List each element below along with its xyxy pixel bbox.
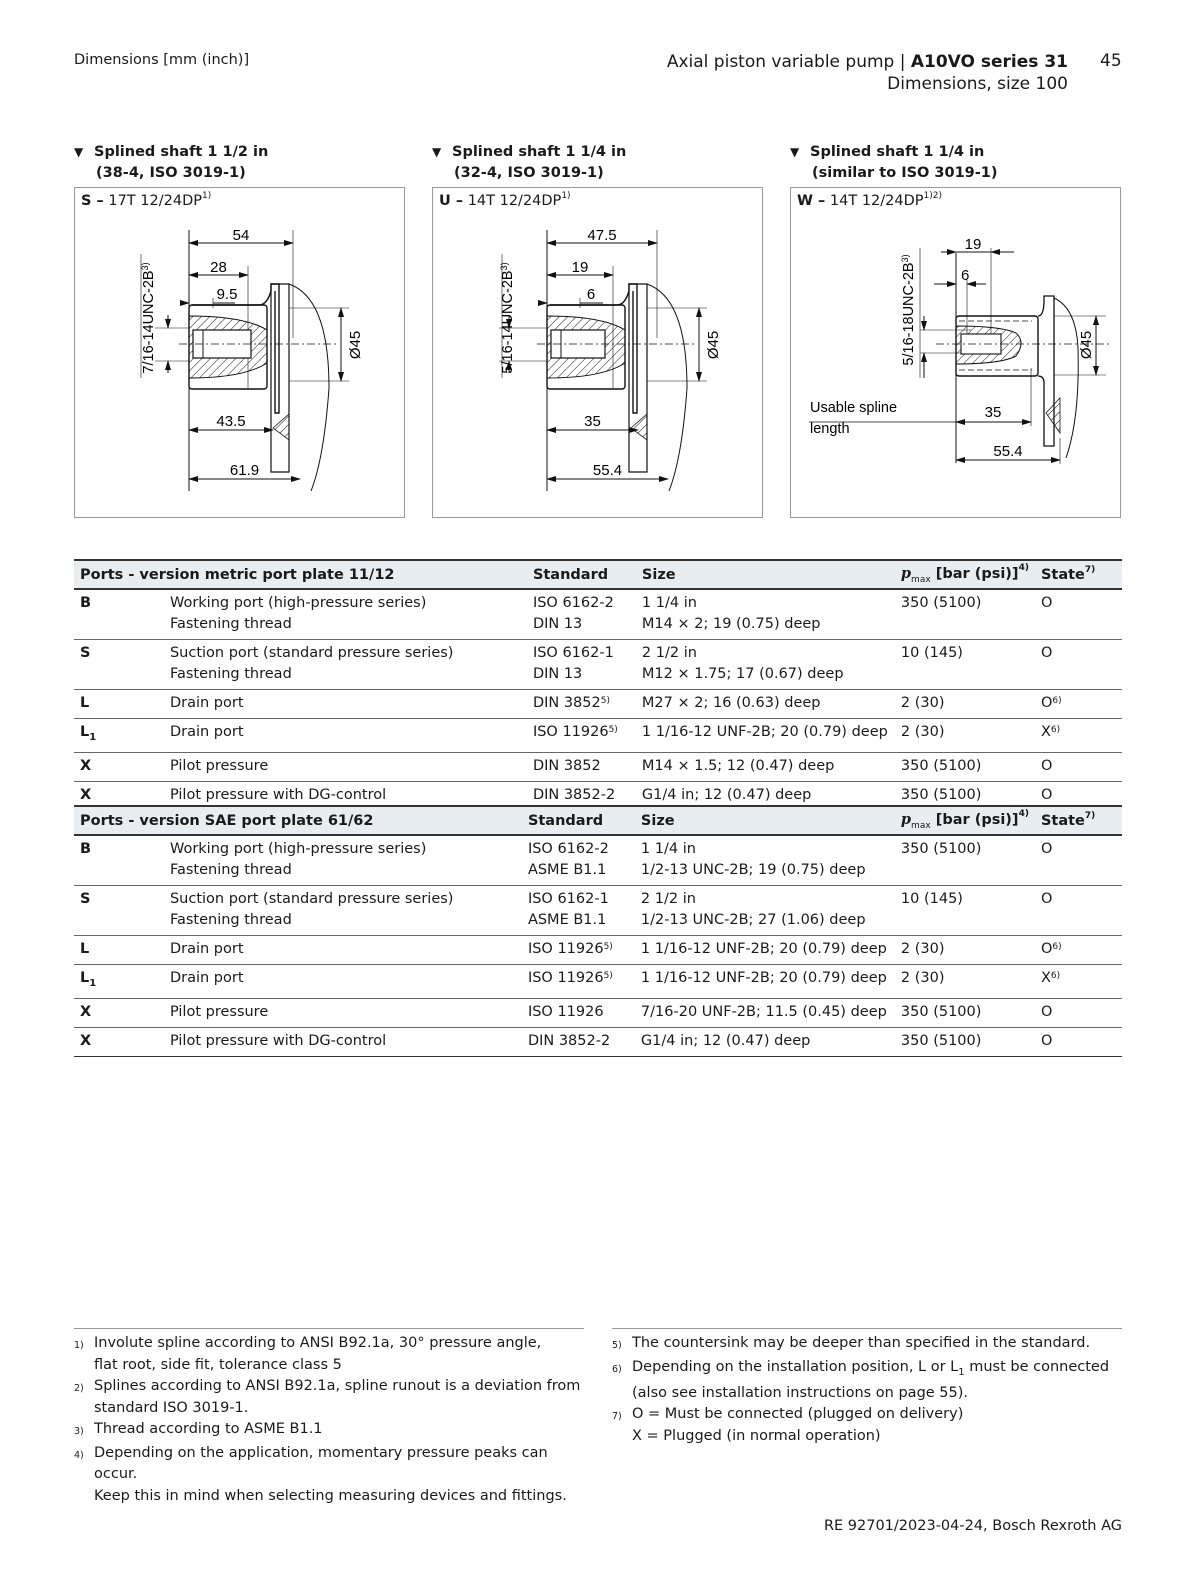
dim-spline-length: 35 (984, 404, 1002, 421)
shaft-title-line2: (38-4, ISO 3019-1) (96, 165, 246, 181)
dim-chamfer: 9.5 (216, 286, 238, 303)
port-pmax: 350 (5100) (895, 781, 1035, 810)
port-pmax: 2 (30) (895, 965, 1035, 999)
col-size: Size (635, 806, 895, 835)
port-size: 1 1/16-12 UNF-2B; 20 (0.79) deep (636, 719, 895, 753)
footnote-number: 7) (612, 1411, 622, 1423)
table-row (74, 886, 1122, 936)
table-row (74, 640, 1122, 690)
port-id: B (74, 589, 164, 640)
thread-spec: $7/16-14UNC-2B^{3)}$ (140, 262, 157, 374)
port-standard: ISO 6162-1 ASME B1.1 (522, 886, 635, 936)
port-description: Working port (high-pressure series) Fastening thread (164, 589, 527, 640)
footnote-ref: 1) (561, 191, 571, 201)
port-size: 2 1/2 in 1/2-13 UNC-2B; 27 (1.06) deep (635, 886, 895, 936)
table-row (74, 936, 1122, 965)
thread-spec: $5/16-18UNC-2B^{3)}$ (900, 254, 917, 366)
port-standard: ISO 6162-1 DIN 13 (527, 640, 636, 690)
shaft-code: U – (439, 193, 464, 209)
document-subtitle: Dimensions, size 100 (887, 74, 1068, 94)
port-standard: ISO 11926 (522, 998, 635, 1027)
port-size: M14 × 1.5; 12 (0.47) deep (636, 752, 895, 781)
shaft-title-line1: Splined shaft 1 1/4 in (452, 144, 627, 160)
port-state: $O^{6)}$ (1035, 690, 1122, 719)
dim-total-length: 54 (232, 227, 250, 244)
port-size: M27 × 2; 16 (0.63) deep (636, 690, 895, 719)
dim-thread-depth: 28 (210, 259, 227, 276)
shaft-spec: 17T 12/24DP (108, 193, 202, 209)
dim-diameter: Ø45 (347, 330, 364, 360)
triangle-bullet-icon: ▼ (74, 145, 84, 159)
shaft-spec: 14T 12/24DP (467, 193, 562, 209)
shaft-code: W – (797, 193, 826, 209)
table-header-row (74, 560, 1122, 589)
port-id: X (74, 1027, 164, 1056)
footnote-number: 1) (74, 1340, 84, 1351)
shaft-panel (790, 187, 1121, 518)
shaft-panel (74, 187, 405, 518)
port-state: O (1035, 752, 1122, 781)
port-size: 1 1/4 in 1/2-13 UNC-2B; 19 (0.75) deep (635, 835, 895, 886)
port-size: G1/4 in; 12 (0.47) deep (636, 781, 895, 810)
footnote-text: Depending on the installation position, L or $L_1$ must be connected (also see installation instructions on page 55). (632, 1358, 1110, 1401)
metric-ports-table (74, 559, 1122, 811)
table-row (74, 1027, 1122, 1056)
shaft-title-line1: Splined shaft 1 1/4 in (810, 144, 985, 160)
shaft-code: S – (81, 193, 104, 209)
port-pmax: 350 (5100) (895, 589, 1035, 640)
footnotes-left (74, 1328, 584, 1507)
footnote-text: Thread according to ASME B1.1 (94, 1421, 323, 1437)
shaft-code-label (797, 193, 942, 209)
port-description: Drain port (164, 719, 527, 753)
port-size: 7/16-20 UNF-2B; 11.5 (0.45) deep (635, 998, 895, 1027)
table-row (74, 589, 1122, 640)
port-standard: ISO 11926$^{5)}$ (522, 936, 635, 965)
dim-diameter: Ø45 (1078, 330, 1095, 360)
table-row (74, 965, 1122, 999)
dim-diameter: Ø45 (705, 330, 722, 360)
shaft-code-label (81, 193, 211, 209)
port-description: Pilot pressure (164, 752, 527, 781)
port-state: O (1035, 886, 1122, 936)
footnote (612, 1357, 1122, 1405)
port-pmax: 350 (5100) (895, 752, 1035, 781)
triangle-bullet-icon: ▼ (790, 145, 800, 159)
table-title: Ports - version SAE port plate 61/62 (74, 806, 522, 835)
table-row (74, 752, 1122, 781)
port-size: 2 1/2 in M12 × 1.75; 17 (0.67) deep (636, 640, 895, 690)
port-standard: DIN 3852$^{5)}$ (527, 690, 636, 719)
footnote (74, 1419, 584, 1443)
port-id: B (74, 835, 164, 886)
port-id: S (74, 886, 164, 936)
table-row (74, 835, 1122, 886)
footnote (612, 1333, 1122, 1357)
table-header-row (74, 806, 1122, 835)
port-standard: ISO 11926$^{5)}$ (522, 965, 635, 999)
port-description: Drain port (164, 690, 527, 719)
footnote (74, 1333, 584, 1376)
footnote (74, 1443, 584, 1508)
port-pmax: 10 (145) (895, 886, 1035, 936)
footnotes-right (612, 1328, 1122, 1447)
port-id: X (74, 752, 164, 781)
document-footer: RE 92701/2023-04-24, Bosch Rexroth AG (823, 1518, 1122, 1534)
port-pmax: 2 (30) (895, 690, 1035, 719)
shaft-title (74, 142, 268, 184)
dim-chamfer: 6 (586, 286, 596, 303)
document-title (667, 51, 1068, 95)
port-size: 1 1/4 in M14 × 2; 19 (0.75) deep (636, 589, 895, 640)
shaft-title (432, 142, 626, 184)
port-standard: ISO 6162-2 DIN 13 (527, 589, 636, 640)
port-pmax: 350 (5100) (895, 1027, 1035, 1056)
port-description: Pilot pressure (164, 998, 522, 1027)
dim-total-length: 47.5 (587, 227, 617, 244)
footnote-ref: 1)2) (923, 191, 943, 201)
shaft-drawing (75, 188, 406, 519)
port-id: X (74, 998, 164, 1027)
dim-chamfer: 6 (961, 267, 970, 284)
dim-overall-length: 55.4 (993, 443, 1023, 460)
port-description: Pilot pressure with DG-control (164, 1027, 522, 1056)
usable-spline-label: Usable spline (810, 400, 898, 416)
footnote-number: 4) (74, 1449, 84, 1461)
footnote-text: Depending on the application, momentary pressure peaks can occur. Keep this in mind when selecting measuring devices and fittings. (94, 1444, 567, 1504)
footnote-text: Splines according to ANSI B92.1a, spline runout is a deviation from standard ISO 3019-1. (94, 1378, 581, 1416)
footnote-text: O = Must be connected (plugged on delivery) X = Plugged (in normal operation) (632, 1406, 964, 1444)
usable-spline-label-2: length (810, 421, 850, 437)
port-pmax: 10 (145) (895, 640, 1035, 690)
thread-spec: $5/16-14UNC-2B^{3)}$ (499, 262, 516, 374)
port-id: $L_1$ (74, 965, 164, 999)
port-state: $X^{6)}$ (1035, 719, 1122, 753)
col-standard: Standard (527, 560, 636, 589)
port-state: $X^{6)}$ (1035, 965, 1122, 999)
dim-thread-depth: 19 (964, 236, 982, 253)
port-id: S (74, 640, 164, 690)
port-description: Drain port (164, 936, 522, 965)
port-pmax: 2 (30) (895, 936, 1035, 965)
dim-spline-length: 35 (584, 413, 601, 430)
port-state: O (1035, 998, 1122, 1027)
footnote (74, 1376, 584, 1419)
triangle-bullet-icon: ▼ (432, 145, 442, 159)
page-number: 45 (1100, 51, 1122, 71)
port-size: G1/4 in; 12 (0.47) deep (635, 1027, 895, 1056)
port-pmax: 350 (5100) (895, 835, 1035, 886)
shaft-drawing (433, 188, 764, 519)
port-description: Pilot pressure with DG-control (164, 781, 527, 810)
port-state: O (1035, 835, 1122, 886)
port-standard: ISO 11926$^{5)}$ (527, 719, 636, 753)
port-description: Working port (high-pressure series) Fastening thread (164, 835, 522, 886)
shaft-title (790, 142, 998, 184)
port-pmax: 2 (30) (895, 719, 1035, 753)
sae-ports-table (74, 805, 1122, 1057)
port-id: X (74, 781, 164, 810)
port-size: 1 1/16-12 UNF-2B; 20 (0.79) deep (635, 936, 895, 965)
shaft-spec: 14T 12/24DP (829, 193, 924, 209)
footnote (612, 1404, 1122, 1447)
table-row (74, 719, 1122, 753)
dim-overall-length: 55.4 (592, 462, 623, 479)
title-product: A10VO series 31 (910, 52, 1068, 72)
col-pmax: $p_{max}$ [bar (psi)]$^{4)}$ (895, 806, 1035, 835)
shaft-panel (432, 187, 763, 518)
footnote-text: Involute spline according to ANSI B92.1a, 30° pressure angle, flat root, side fit, tolerance class 5 (94, 1335, 542, 1373)
port-id: $L_1$ (74, 719, 164, 753)
col-size: Size (636, 560, 895, 589)
footnote-number: 6) (612, 1363, 622, 1375)
col-state: State$^{7)}$ (1035, 806, 1122, 835)
table-title: Ports - version metric port plate 11/12 (74, 560, 527, 589)
port-standard: DIN 3852-2 (527, 781, 636, 810)
footnote-ref: 1) (201, 191, 212, 201)
footnote-text: The countersink may be deeper than specified in the standard. (632, 1335, 1091, 1351)
dim-overall-length: 61.9 (229, 462, 260, 479)
shaft-title-line2: (similar to ISO 3019-1) (812, 165, 998, 181)
col-state: State$^{7)}$ (1035, 560, 1122, 589)
table-row (74, 998, 1122, 1027)
table-row (74, 690, 1122, 719)
dim-thread-depth: 19 (571, 259, 589, 276)
port-description: Suction port (standard pressure series) Fastening thread (164, 640, 527, 690)
dim-spline-length: 43.5 (216, 413, 246, 430)
port-description: Suction port (standard pressure series) Fastening thread (164, 886, 522, 936)
title-prefix: Axial piston variable pump | (666, 52, 911, 72)
col-standard: Standard (522, 806, 635, 835)
port-state: O (1035, 781, 1122, 810)
port-description: Drain port (164, 965, 522, 999)
col-pmax: $p_{max}$ [bar (psi)]$^{4)}$ (895, 560, 1035, 589)
shaft-title-line1: Splined shaft 1 1/2 in (94, 144, 269, 160)
footnote-number: 5) (612, 1340, 622, 1351)
port-state: $O^{6)}$ (1035, 936, 1122, 965)
footnote-number: 2) (74, 1383, 84, 1394)
shaft-drawing (791, 188, 1122, 519)
port-size: 1 1/16-12 UNF-2B; 20 (0.79) deep (635, 965, 895, 999)
shaft-code-label (439, 193, 571, 209)
section-label: Dimensions [mm (inch)] (74, 52, 250, 68)
footnote-number: 3) (74, 1426, 84, 1437)
port-id: L (74, 936, 164, 965)
port-standard: ISO 6162-2 ASME B1.1 (522, 835, 635, 886)
port-state: O (1035, 589, 1122, 640)
port-standard: DIN 3852-2 (522, 1027, 635, 1056)
port-state: O (1035, 640, 1122, 690)
port-id: L (74, 690, 164, 719)
shaft-title-line2: (32-4, ISO 3019-1) (454, 165, 604, 181)
port-pmax: 350 (5100) (895, 998, 1035, 1027)
port-state: O (1035, 1027, 1122, 1056)
port-standard: DIN 3852 (527, 752, 636, 781)
